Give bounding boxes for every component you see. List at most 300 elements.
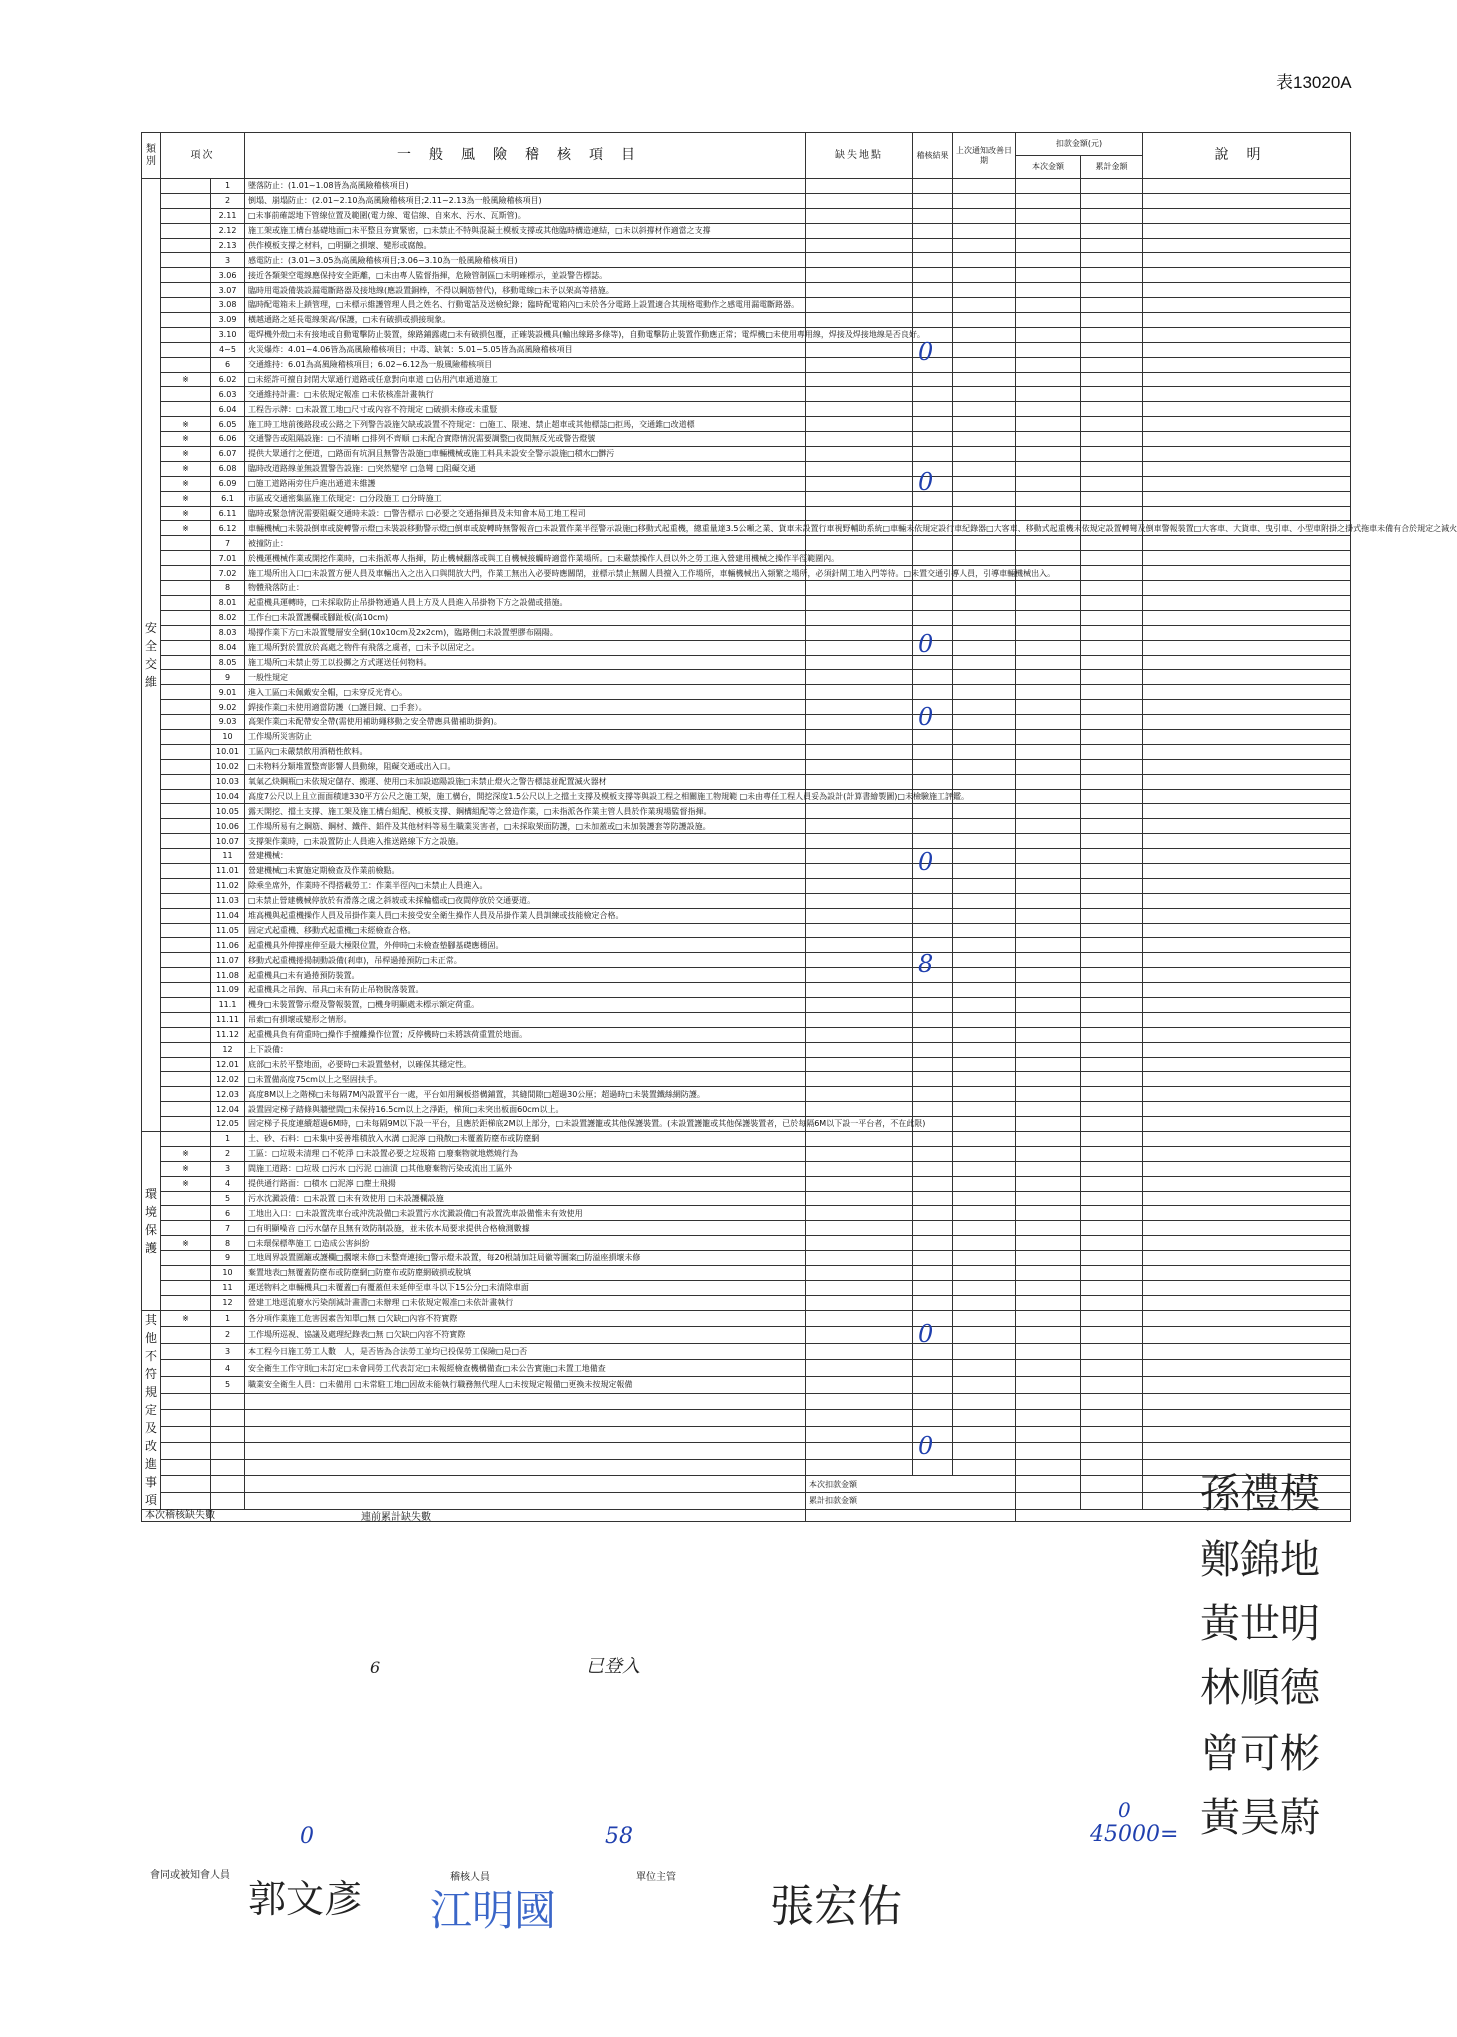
empty-cell (806, 342, 913, 357)
row-number: 2 (211, 193, 245, 208)
empty-cell (1081, 536, 1143, 551)
row-text: □未環保標準施工 □造成公害糾紛 (245, 1236, 806, 1251)
row-number: 10 (211, 729, 245, 744)
row-text: 提供大眾通行之便道，□路面有坑洞且無警告設施□車輛機械或施工料具未設安全警示設施□積水□髒污 (245, 447, 806, 462)
row-text: 營建工地逕流廢水污染削減計畫書□未辦理 □未依規定報准□未依計畫執行 (245, 1295, 806, 1310)
empty-cell (913, 893, 953, 908)
empty-cell (953, 1206, 1016, 1221)
table-row (142, 953, 1351, 968)
row-text: 交通維持計畫：□未依規定報准 □未依核准計畫執行 (245, 387, 806, 402)
empty-cell (1016, 327, 1081, 342)
empty-cell (1081, 983, 1143, 998)
empty-cell (806, 581, 913, 596)
table-row (142, 551, 1351, 566)
empty-cell (1143, 715, 1351, 730)
empty-cell (1016, 1377, 1081, 1394)
row-number: 6.06 (211, 432, 245, 447)
table-row (142, 179, 1351, 194)
empty-cell (1143, 744, 1351, 759)
empty-cell (1016, 491, 1081, 506)
empty-cell (1016, 968, 1081, 983)
empty-cell (806, 357, 913, 372)
empty-cell (953, 1327, 1016, 1344)
row-text: 工程告示牌：□未設置工地□尺寸或內容不符規定 □破損未修或未重豎 (245, 402, 806, 417)
row-text: 場撐作業下方□未設置雙層安全網(10x10cm及2x2cm)，臨路側□未設置塑膠布隔陽。 (245, 625, 806, 640)
empty-cell (1081, 506, 1143, 521)
header-result: 稽核結果 (913, 133, 953, 179)
empty-cell (1081, 1087, 1143, 1102)
empty-cell (1143, 625, 1351, 640)
empty-cell (953, 193, 1016, 208)
empty-cell (1081, 715, 1143, 730)
empty-cell (1143, 804, 1351, 819)
empty-cell (953, 774, 1016, 789)
empty-cell (1143, 953, 1351, 968)
table-row (142, 700, 1351, 715)
empty-cell (1143, 1426, 1351, 1443)
empty-cell (953, 670, 1016, 685)
empty-cell (1143, 1251, 1351, 1266)
row-text: 工作場所巡視、協議及處理紀錄表□無 □欠缺□內容不符實際 (245, 1327, 806, 1344)
row-text: 職業安全衛生人員：□未備用 □未常駐工地□因故未能執行職務無代理人□未按規定報備□更換未按規定報備 (245, 1377, 806, 1394)
empty-cell (1016, 1310, 1081, 1327)
row-star (161, 313, 211, 328)
empty-cell (1016, 1057, 1081, 1072)
empty-cell (806, 1057, 913, 1072)
row-text: 交通維持：6.01為高風險稽核項目；6.02~6.12為一般風險稽核項目 (245, 357, 806, 372)
audit-table (141, 132, 1457, 1523)
row-number: 11 (211, 1280, 245, 1295)
table-row (142, 744, 1351, 759)
row-star (161, 640, 211, 655)
empty-cell (1081, 819, 1143, 834)
row-star (161, 744, 211, 759)
empty-cell (953, 655, 1016, 670)
row-star (161, 1132, 211, 1147)
empty-cell (1081, 1493, 1143, 1510)
empty-cell (1081, 179, 1143, 194)
empty-cell (1016, 938, 1081, 953)
row-number: 11 (211, 849, 245, 864)
empty-cell (913, 1191, 953, 1206)
row-star: ※ (161, 491, 211, 506)
row-number: 6.08 (211, 461, 245, 476)
empty-cell (1143, 1176, 1351, 1191)
empty-cell (913, 1393, 953, 1410)
row-text: 工作場所易有之鋼筋、鋼材、鐵件、鋁件及其他材料等易生職業災害者，□未採取架面防護，□未加蓋或□未加裝護套等防護設施。 (245, 819, 806, 834)
row-text: 火災爆炸：4.01~4.06皆為高風險稽核項目；中毒、缺氧：5.01~5.05皆為高風險稽核項目 (245, 342, 806, 357)
table-row (142, 402, 1351, 417)
table-row (142, 521, 1351, 536)
row-number: 9.03 (211, 715, 245, 730)
empty-cell (1081, 670, 1143, 685)
row-text: 高度8M以上之階梯□未每隔7M內設置平台一處，平台如用鋼板搭構鋪置，其縫間隙□超過30公厘；超過時□未裝置鐵絲網防護。 (245, 1087, 806, 1102)
empty-cell (806, 1343, 913, 1360)
table-row (142, 327, 1351, 342)
table-row (142, 342, 1351, 357)
empty-cell (913, 729, 953, 744)
empty-cell (806, 1161, 913, 1176)
row-star (161, 655, 211, 670)
row-star (161, 193, 211, 208)
row-text: 起重機具運轉時，□未採取防止吊掛物通過人員上方及人員進入吊掛物下方之設備或措施。 (245, 595, 806, 610)
row-text: 施工時工地前後路段或公路之下列警告設施欠缺或設置不符規定：□施工、限速、禁止超車或其他標誌□拒馬，交通錐□改道標 (245, 417, 806, 432)
empty-cell (1143, 387, 1351, 402)
row-text: 安全衛生工作守則□未訂定□未會同勞工代表訂定□未報經檢查機構備查□未公告實施□未置工地備查 (245, 1360, 806, 1377)
row-star (161, 1327, 211, 1344)
row-number: 6 (211, 357, 245, 372)
table-row (142, 908, 1351, 923)
empty-cell (806, 1176, 913, 1191)
table-row (142, 491, 1351, 506)
header-description: 說明 (1143, 133, 1351, 179)
empty-cell (806, 387, 913, 402)
empty-cell (913, 268, 953, 283)
empty-cell (953, 1117, 1016, 1132)
empty-cell (1016, 878, 1081, 893)
empty-cell (1081, 863, 1143, 878)
row-star (161, 179, 211, 194)
table-row (142, 1206, 1351, 1221)
empty-cell (913, 447, 953, 462)
row-number: 3 (211, 1343, 245, 1360)
row-text: 棄置地表□無覆蓋防塵布或防塵網□防塵布或防塵網破損或脫填 (245, 1266, 806, 1281)
empty-cell (1143, 461, 1351, 476)
empty-cell (913, 1251, 953, 1266)
empty-cell (953, 715, 1016, 730)
empty-cell (1016, 1161, 1081, 1176)
empty-cell (1143, 729, 1351, 744)
row-number: 12.03 (211, 1087, 245, 1102)
row-text: 電焊機外殼□未有接地或自動電擊防止裝置，線路鋪露處□未有破損包覆，正確裝設機具(輸出線路多條等)，自動電擊防止裝置作動應正常；電焊機□未使用專用線，焊接及焊接地線是否良好。 (245, 327, 806, 342)
empty-cell (1016, 447, 1081, 462)
empty-cell (1081, 1251, 1143, 1266)
empty-cell (1143, 536, 1351, 551)
row-star (161, 581, 211, 596)
row-number: 12.01 (211, 1057, 245, 1072)
row-text: 間施工道路：□垃圾 □污水 □污泥 □油漬 □其他廢棄物污染或流出工區外 (245, 1161, 806, 1176)
empty-cell (953, 581, 1016, 596)
empty-cell (1143, 1343, 1351, 1360)
empty-cell (806, 953, 913, 968)
row-star (161, 953, 211, 968)
empty-cell (1143, 491, 1351, 506)
empty-cell (1016, 744, 1081, 759)
empty-cell (913, 1027, 953, 1042)
empty-cell (913, 983, 953, 998)
empty-cell (1143, 417, 1351, 432)
empty-cell (1143, 238, 1351, 253)
row-text: 工作場所災害防止 (245, 729, 806, 744)
row-number: 6.02 (211, 372, 245, 387)
empty-cell (1016, 655, 1081, 670)
empty-cell (806, 819, 913, 834)
empty-cell (1143, 1221, 1351, 1236)
row-number: 11.07 (211, 953, 245, 968)
row-star (161, 253, 211, 268)
empty-cell (953, 1042, 1016, 1057)
empty-cell (1016, 1087, 1081, 1102)
empty-cell (806, 372, 913, 387)
empty-cell (1143, 208, 1351, 223)
empty-cell (913, 744, 953, 759)
row-text (245, 1476, 806, 1493)
empty-cell (1016, 983, 1081, 998)
empty-cell (913, 1221, 953, 1236)
empty-cell (953, 1443, 1016, 1460)
empty-cell (1016, 1410, 1081, 1427)
empty-cell (953, 1236, 1016, 1251)
footer-prev-label: 連前累計缺失數 (361, 1511, 431, 1523)
table-row (142, 625, 1351, 640)
empty-cell (913, 1410, 953, 1427)
empty-cell (1016, 193, 1081, 208)
row-text: 橫越通路之延長電線架高/保護，□未有破損或損接現象。 (245, 313, 806, 328)
row-number: 10.06 (211, 819, 245, 834)
row-number: 11.03 (211, 893, 245, 908)
empty-cell (1081, 640, 1143, 655)
row-number: 5 (211, 1191, 245, 1206)
row-number: 10.04 (211, 789, 245, 804)
row-star (161, 819, 211, 834)
table-row (142, 461, 1351, 476)
row-star (161, 566, 211, 581)
empty-cell (1143, 1132, 1351, 1147)
empty-cell (1016, 1117, 1081, 1132)
empty-cell (806, 923, 913, 938)
empty-cell (913, 1295, 953, 1310)
empty-cell (1016, 1343, 1081, 1360)
empty-cell (1081, 908, 1143, 923)
row-star (161, 1377, 211, 1394)
empty-cell (1081, 1410, 1143, 1427)
empty-cell (1143, 1206, 1351, 1221)
table-row (142, 193, 1351, 208)
row-number: 10.03 (211, 774, 245, 789)
table-row (142, 372, 1351, 387)
empty-cell (1016, 1236, 1081, 1251)
empty-cell (1016, 298, 1081, 313)
row-star (161, 268, 211, 283)
empty-cell (953, 342, 1016, 357)
unit-head-signature: 張宏佑 (770, 1881, 902, 1932)
table-row (142, 1117, 1351, 1132)
footer-missing-label: 本次稽核缺失數 (142, 1509, 211, 1522)
table-row (142, 1012, 1351, 1027)
empty-cell (1016, 819, 1081, 834)
table-row (142, 774, 1351, 789)
inspector-name: 孫禮模 (1200, 1471, 1320, 1517)
row-number: 6.12 (211, 521, 245, 536)
empty-cell (1081, 313, 1143, 328)
empty-cell (806, 476, 913, 491)
empty-cell (806, 685, 913, 700)
empty-cell (1016, 402, 1081, 417)
empty-cell (806, 1426, 913, 1443)
row-text (245, 1393, 806, 1410)
empty-cell (1016, 551, 1081, 566)
empty-cell (1016, 685, 1081, 700)
empty-cell (1081, 461, 1143, 476)
row-star (161, 700, 211, 715)
empty-cell (953, 461, 1016, 476)
empty-cell (913, 1042, 953, 1057)
empty-cell (953, 179, 1016, 194)
empty-cell (913, 581, 953, 596)
table-row (142, 997, 1351, 1012)
table-row (142, 1377, 1351, 1394)
row-text: 固定梯子長度連續超過6M時，□未每隔9M以下設一平台，且應於距梯底2M以上部分，□未設置護籠或其他保護裝置。(未設置護籠或其他保護裝置者，已於每隔6M以下設一平台者，不在此限) (245, 1117, 806, 1132)
empty-cell (953, 923, 1016, 938)
empty-cell (953, 819, 1016, 834)
table-row (142, 1327, 1351, 1344)
empty-cell (1016, 1493, 1081, 1510)
row-number: 7 (211, 1221, 245, 1236)
table-row (142, 268, 1351, 283)
table-row (142, 834, 1351, 849)
empty-cell (1081, 432, 1143, 447)
empty-cell (1016, 1132, 1081, 1147)
co-signer-signature: 郭文彥 (248, 1877, 363, 1921)
row-text: 運送物料之車輛機具□未覆蓋□有覆蓋但未延伸至車斗以下15公分□未清除車面 (245, 1280, 806, 1295)
acc-deduct-value: 45000= (1090, 1822, 1179, 1847)
row-number: 5 (211, 1377, 245, 1394)
empty-cell (1016, 536, 1081, 551)
empty-cell (806, 461, 913, 476)
empty-cell (1016, 238, 1081, 253)
row-number: 10.05 (211, 804, 245, 819)
empty-cell (806, 1280, 913, 1295)
row-text: 起重機具負有荷重時□操作手擅離操作位置；反停機時□未將該荷重置於地面。 (245, 1027, 806, 1042)
empty-cell (1016, 625, 1081, 640)
empty-cell (1081, 923, 1143, 938)
empty-cell (1016, 1146, 1081, 1161)
row-number: 6 (211, 1206, 245, 1221)
empty-cell (953, 685, 1016, 700)
row-star (161, 1343, 211, 1360)
empty-cell (1016, 253, 1081, 268)
row-text (245, 1493, 806, 1510)
row-text: 起重機具外伸撐座伸至最大極限位置，外伸時□未檢查墊腳基礎應穩固。 (245, 938, 806, 953)
row-number: 11.08 (211, 968, 245, 983)
empty-cell (1143, 759, 1351, 774)
empty-cell (806, 298, 913, 313)
empty-cell (806, 625, 913, 640)
empty-cell (806, 670, 913, 685)
empty-cell (1081, 1459, 1143, 1476)
row-star (161, 670, 211, 685)
empty-cell (953, 447, 1016, 462)
empty-cell (913, 1102, 953, 1117)
row-text: 施工場所對於置放於高處之物件有飛落之虞者，□未予以固定之。 (245, 640, 806, 655)
empty-cell (953, 908, 1016, 923)
table-row (142, 1343, 1351, 1360)
row-star (161, 1072, 211, 1087)
empty-cell (1016, 208, 1081, 223)
table-row (142, 1426, 1351, 1443)
row-text (245, 1443, 806, 1460)
row-text: 污水沈澱設備：□未設置 □未有效使用 □未設護欄設施 (245, 1191, 806, 1206)
row-text: 工地周界設置圍籬或護欄□擱壞未修□未整齊連接□警示燈未設置，每20根請加註局徽等圖案□防溢座損壞未修 (245, 1251, 806, 1266)
empty-cell (953, 893, 1016, 908)
result-mark: 0 (918, 338, 934, 366)
row-text: 固定式起重機、移動式起重機□未經檢查合格。 (245, 923, 806, 938)
empty-cell (1143, 432, 1351, 447)
row-star (161, 1206, 211, 1221)
table-row (142, 655, 1351, 670)
empty-cell (1016, 789, 1081, 804)
empty-cell (1143, 283, 1351, 298)
empty-cell (1016, 670, 1081, 685)
row-number (211, 1459, 245, 1476)
row-number: 3.08 (211, 298, 245, 313)
row-text: 除乘坐席外，作業時不得搭載勞工：作業半徑內□未禁止人員進入。 (245, 878, 806, 893)
empty-cell (1143, 893, 1351, 908)
empty-cell (806, 1443, 913, 1460)
empty-cell (953, 551, 1016, 566)
table-row (142, 357, 1351, 372)
table-row (142, 313, 1351, 328)
empty-cell (913, 283, 953, 298)
table-row (142, 253, 1351, 268)
empty-cell (1143, 968, 1351, 983)
row-number: 10.01 (211, 744, 245, 759)
empty-cell (806, 1236, 913, 1251)
empty-cell (1016, 893, 1081, 908)
table-row (142, 968, 1351, 983)
row-number: 12.05 (211, 1117, 245, 1132)
empty-cell (1143, 372, 1351, 387)
table-row (142, 447, 1351, 462)
row-star (161, 1221, 211, 1236)
empty-cell (953, 476, 1016, 491)
auditor-label: 稽核人員 (450, 1872, 490, 1883)
row-star (161, 1360, 211, 1377)
row-text: 於機運機械作業或開挖作業時，□未指派專人指揮，防止機械翻落或與工自機械接觸時適當作業場所。□未嚴禁操作人員以外之勞工進入營建用機械之操作半徑範圍內。 (245, 551, 806, 566)
empty-cell (1081, 878, 1143, 893)
empty-cell (953, 1266, 1016, 1281)
row-text: 工區內□未嚴禁飲用酒精性飲料。 (245, 744, 806, 759)
header-location: 缺失地點 (806, 133, 913, 179)
row-number: 9 (211, 1251, 245, 1266)
row-star (161, 1443, 211, 1460)
row-text: □未置備高度75cm以上之堅固扶手。 (245, 1072, 806, 1087)
empty-cell (806, 1360, 913, 1377)
row-number: 6.09 (211, 476, 245, 491)
row-star (161, 715, 211, 730)
row-text: 一般性規定 (245, 670, 806, 685)
empty-cell (1143, 268, 1351, 283)
empty-cell (1081, 1042, 1143, 1057)
empty-cell (806, 1146, 913, 1161)
empty-cell (1143, 923, 1351, 938)
row-star (161, 402, 211, 417)
row-number: 10.07 (211, 834, 245, 849)
row-number: 3.09 (211, 313, 245, 328)
empty-cell (1081, 893, 1143, 908)
row-star: ※ (161, 461, 211, 476)
empty-cell (1081, 342, 1143, 357)
empty-cell (1016, 1459, 1081, 1476)
empty-cell (1143, 655, 1351, 670)
empty-cell (1143, 179, 1351, 194)
empty-cell (953, 402, 1016, 417)
empty-cell (953, 1310, 1016, 1327)
empty-cell (806, 938, 913, 953)
empty-cell (1081, 1027, 1143, 1042)
empty-cell (1143, 1360, 1351, 1377)
empty-cell (1016, 1176, 1081, 1191)
